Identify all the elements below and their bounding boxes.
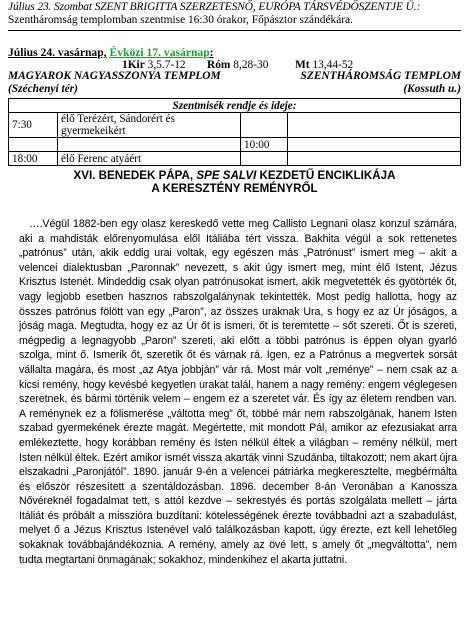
article-title-line2: A KERESZTÉNY REMÉNYRŐL <box>151 182 318 195</box>
reading-rom-label: Róm <box>207 59 231 71</box>
mass-intention: élő Ferenc atyáért <box>58 152 241 166</box>
mass-right-intention <box>288 113 461 138</box>
mass-schedule-table <box>8 98 461 166</box>
sunday-heading <box>8 46 214 59</box>
sunday-colon: : <box>209 46 214 59</box>
sunday-date: Július 24. vasárnap, <box>8 46 107 59</box>
article-title-italic: SPE SALVI <box>196 169 257 182</box>
mass-table-title: Szentmisék rendje és ideje: <box>9 99 461 113</box>
article-title-line1 <box>8 169 461 182</box>
mass-time <box>9 138 58 152</box>
mass-right-time: 10:00 <box>241 138 288 152</box>
church-left-name: MAGYAROK NAGYASSZONYA TEMPLOM <box>8 70 221 82</box>
table-row <box>9 113 461 138</box>
mass-intention <box>58 138 241 152</box>
mass-right-time <box>241 113 288 138</box>
reading-rom: 8,28-30 <box>233 59 269 71</box>
table-row <box>9 138 461 152</box>
article-body: ….Végül 1882-ben egy olasz kereskedő vette meg Callisto Legnani olasz konzul számára, aki a mahdisták előrenyomulása elől Itáliába tért vissza. Bakhita végül a sok rettenetes „patrónus” után, akik eddig urai voltak, egy egészen más „Patrónust” ismert meg – akit a velencei dialektusban „Paronnak” nevezett, s akit úgy ismert meg, mint élő Istent, Jézus Krisztus Istenét. Mindeddig csak olyan patrónusokat ismert, akik megvetették és gyötörték őt, vagy legjobb esetben hasznos rabszolgalánynak tekintették. Most pedig hallotta, hogy az összes patrónus fölött van egy „Paron”, az összes uraknak Ura, s hogy ez az Úr jóságos, a jóság maga. Megtudta, hogy ez az Úr őt is ismeri, őt is teremtette – sőt szereti. Őt is szereti, mégpedig a legnagyobb „Paron” szereti, aki előtt a többi patrónus is éppen olyan gyarló szolga, mint ő. Ismerik őt, szeretik őt és várnak rá. Igen, ez a Patrónus a megvertek sorsát vállalta magára, és most „az Atya jobbján” vár rá. Most már volt „reménye” – nem csak az a kicsi remény, hogy kevésbé kegyetlen urakat talál, hanem a nagy remény: engem véglegesen szeretnek, és bármi történik velem – engem ez a szeretet vár. És így az életem rendben van. A reménynek ez a fölismerése „váltotta meg” őt, többé már nem rabszolgának, hanem Isten szabad gyermekének érezte magát. Megértette, mit mondott Pál, amikor az efezusiakat arra emlékeztette, hogy korábban remény és Isten nélkül éltek a világban – remény nélkül, mert Isten nélkül éltek. Ezért amikor ismét vissza akarták vinni Szudánba, tiltakozott; nem akart újra elszakadni „Paronjától”. 1890. január 9-én a velencei pátriárka megkeresztelte, megbérmálta és először részesített a szentáldozásban. 1896. december 8-án Veronában a Kanossza Nővéreknél fogadalmat tett, s attól kezdve – sekrestyés és portás szolgálata mellett – járta Itáliát és próbált a misszióra buzdítani: kötelességének érezte továbbadni azt a szabadulást, melyet ő a Jézus Krisztus Istenével való találkozásban kapott, úgy érezte, ezt kell lehetőleg sokaknak továbbajándékoznia. A remény, amely az övé lett, s amely őt „megváltotta”, nem tudta megtartani önmagának; sokakhoz, mindenkihez el akarta juttatni. <box>19 218 457 566</box>
reading-mt: 13,44-52 <box>312 59 354 71</box>
article-title-post: KEZDETŰ ENCIKLIKÁJA <box>259 169 396 182</box>
reading-kir: 3,5.7-12 <box>147 59 186 71</box>
saturday-feast-line: Július 23. Szombat SZENT BRIGITTA SZERZETESNŐ, EURÓPA TÁRSVÉDŐSZENTJE Ü.: <box>8 1 421 13</box>
table-row <box>9 152 461 166</box>
article-title-pre: XVI. BENEDEK PÁPA, <box>73 169 194 182</box>
mass-right-time <box>241 152 288 166</box>
saturday-mass-line: Szentháromság templomban szentmise 16:30 órakor, Főpásztor szándékára. <box>8 14 353 26</box>
article-title <box>8 169 461 195</box>
mass-table-title-row <box>9 99 461 113</box>
church-right-name: SZENTHÁROMSÁG TEMPLOM <box>300 70 461 82</box>
mass-intention: élő Terézért, Sándorért és gyermekeikért <box>58 113 241 138</box>
church-left-place: (Széchenyi tér) <box>8 83 78 95</box>
mass-time: 18:00 <box>9 152 58 166</box>
reading-kir-label: 1Kir <box>122 59 145 71</box>
church-right-place: (Kossuth u.) <box>403 83 461 95</box>
sunday-name: Évközi 17. vasárnap <box>109 46 210 59</box>
reading-mt-label: Mt <box>295 59 310 71</box>
mass-time: 7:30 <box>9 113 58 138</box>
section-divider <box>8 30 461 31</box>
mass-right-intention <box>288 152 461 166</box>
mass-right-intention <box>288 138 461 152</box>
